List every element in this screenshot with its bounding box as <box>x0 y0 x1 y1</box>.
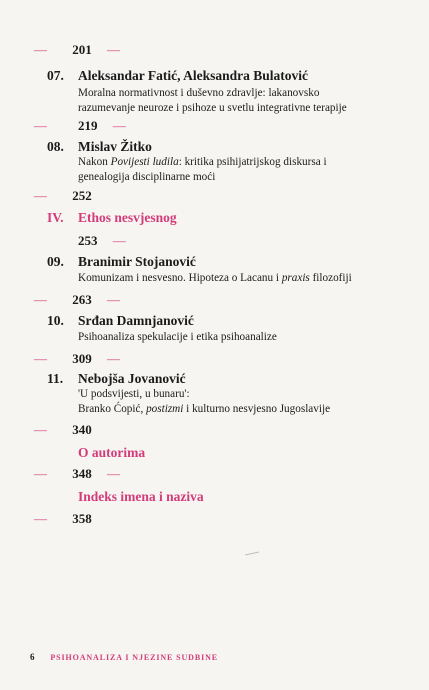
subtitle-italic: praxis <box>281 272 310 284</box>
chapter-subtitle <box>78 387 388 416</box>
chapter-number: 08. <box>47 139 64 154</box>
dash-left <box>34 118 47 134</box>
chapter-number: 09. <box>47 254 64 269</box>
page-number: 263 <box>72 292 92 307</box>
subtitle-line <box>78 155 388 170</box>
chapter-author: Nebojša Jovanović <box>78 371 186 386</box>
dash: — <box>107 42 120 57</box>
subtitle-line <box>78 402 388 417</box>
dash: — <box>34 351 47 366</box>
chapter-subtitle <box>78 271 388 286</box>
page-number: 253 <box>78 233 98 248</box>
page-number-line <box>34 466 120 482</box>
chapter-author: Srđan Damnjanović <box>78 313 194 328</box>
page-number-line <box>34 292 120 308</box>
subtitle-text: i kulturno nesvjesno Jugoslavije <box>183 402 331 415</box>
subtitle-line: Moralna normativnost i duševno zdravlje: lakanovsko <box>78 87 320 99</box>
page-number-line <box>78 233 126 249</box>
pencil-mark <box>245 552 259 556</box>
chapter-subtitle <box>78 155 388 184</box>
chapter-number: 07. <box>47 68 64 83</box>
page-number-line <box>34 188 92 204</box>
chapter-author: Branimir Stojanović <box>78 254 196 269</box>
page-number-line <box>34 351 120 367</box>
chapter-subtitle <box>78 86 388 115</box>
page-number-line <box>34 422 92 438</box>
subtitle-line: 'U podsvijesti, u bunaru': <box>78 388 190 400</box>
section-title: O autorima <box>78 445 146 460</box>
subtitle-text: Branko Ćopić, <box>78 402 147 415</box>
footer-page-number: 6 <box>30 652 36 662</box>
dash: — <box>34 422 47 437</box>
subtitle-text: Komunizam i nesvesno. Hipoteza o Lacanu i <box>78 272 282 284</box>
page-number: 309 <box>72 351 92 366</box>
subtitle-text: Nakon <box>78 156 111 168</box>
dash: — <box>34 511 47 526</box>
subtitle-italic: Povijesti ludila <box>110 156 179 168</box>
subtitle-line: genealogija disciplinarne moći <box>78 170 216 183</box>
page-number: 252 <box>72 188 92 203</box>
dash: — <box>112 233 126 248</box>
page-number-line <box>78 118 126 134</box>
dash: — <box>34 118 47 133</box>
page-number: 340 <box>72 422 92 437</box>
dash: — <box>107 351 120 366</box>
subtitle-text: filozofiji <box>309 272 352 284</box>
page-number: 358 <box>72 511 92 526</box>
dash: — <box>34 188 47 203</box>
page-footer <box>30 652 218 662</box>
part-number: IV. <box>47 210 64 225</box>
chapter-author: Mislav Žitko <box>78 139 152 154</box>
chapter-number: 11. <box>47 371 64 386</box>
section-title: Indeks imena i naziva <box>78 489 204 504</box>
chapter-author: Aleksandar Fatić, Aleksandra Bulatović <box>78 68 309 83</box>
footer-book-title: PSIHOANALIZA I NJEZINE SUDBINE <box>50 653 219 662</box>
dash: — <box>112 118 126 133</box>
subtitle-italic: postizmi <box>146 402 184 415</box>
page-number: 348 <box>72 466 92 481</box>
subtitle-text: : kritika psihijatrijskog diskursa i <box>178 156 327 168</box>
dash: — <box>107 466 120 481</box>
page-number-line <box>34 42 120 58</box>
part-title: Ethos nesvjesnog <box>78 210 177 225</box>
dash: — <box>34 466 47 481</box>
subtitle-line <box>78 271 388 286</box>
page-number: 219 <box>78 118 98 133</box>
subtitle-line: Psihoanaliza spekulacije i etika psihoanalize <box>78 331 277 343</box>
page-number: 201 <box>72 42 92 57</box>
chapter-number: 10. <box>47 313 64 328</box>
page-number-line <box>34 511 92 527</box>
dash: — <box>34 42 47 57</box>
dash: — <box>34 292 47 307</box>
subtitle-line: razumevanje neuroze i psihoze u svetlu integrativne terapije <box>78 101 347 114</box>
dash: — <box>107 292 120 307</box>
chapter-subtitle <box>78 330 388 345</box>
